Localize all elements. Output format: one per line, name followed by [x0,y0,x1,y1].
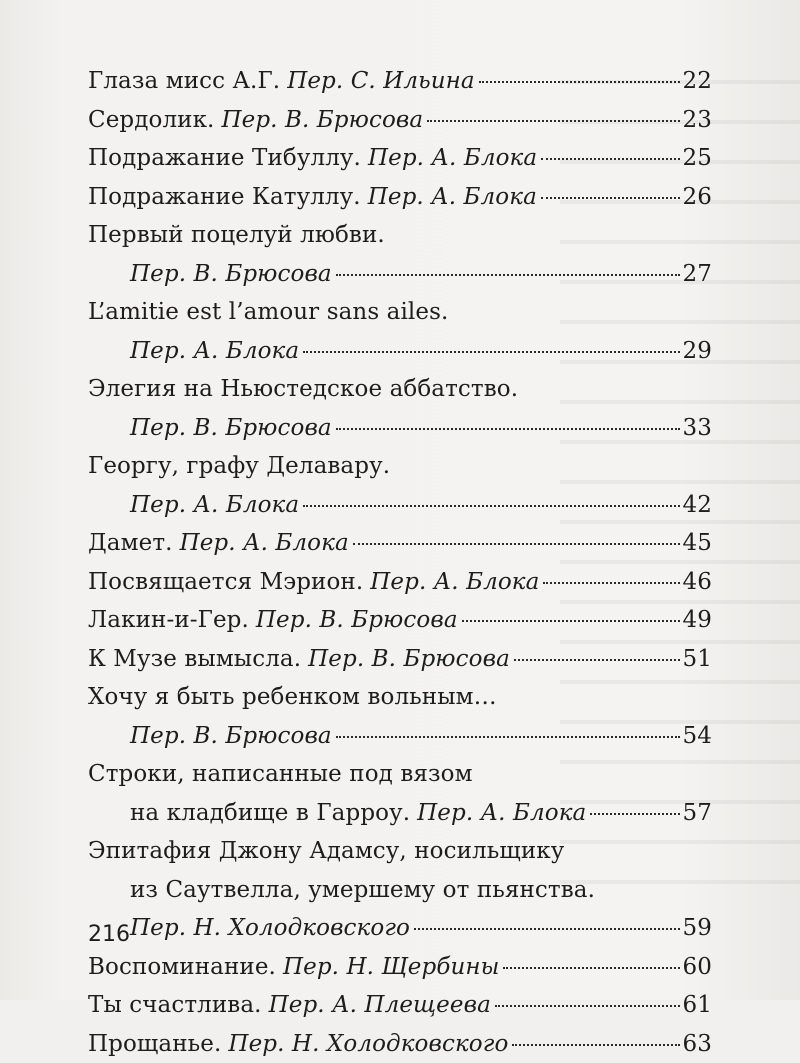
toc-entry [88,678,712,755]
dot-leader [336,736,680,738]
entry-title: L’amitie est l’amour sans ailes. [88,293,448,332]
entry-title: Посвящается Мэрион. [88,563,363,602]
toc-line [88,640,712,679]
dot-leader [427,120,679,122]
dot-leader [303,505,679,507]
toc-entry [88,62,712,101]
entry-title: К Музе вымысла. [88,640,301,679]
toc-title-line [88,678,712,717]
toc-title-line [88,293,712,332]
entry-translator: Пер. А. Блока [368,178,537,217]
dot-leader [303,351,679,353]
entry-title-continued: из Саутвелла, умершему от пьянства. [130,871,595,910]
entry-translator: Пер. В. Брюсова [130,255,332,294]
dot-leader [541,197,680,199]
entry-page: 33 [683,409,712,448]
dot-leader [541,158,679,160]
entry-title: Эпитафия Джону Адамсу, носильщику [88,832,564,871]
entry-page: 22 [683,62,712,101]
entry-translator: Пер. Н. Холодковского [130,909,410,948]
toc-title-line [88,216,712,255]
toc-line [88,101,712,140]
dot-leader [336,428,680,430]
entry-translator: Пер. А. Блока [130,332,299,371]
entry-translator: Пер. А. Блока [417,794,586,833]
entry-title: Дамет. [88,524,173,563]
dot-leader [414,928,680,930]
entry-translator: Пер. А. Блока [180,524,349,563]
toc-title-line [88,370,712,409]
toc-entry [88,1025,712,1063]
entry-page: 26 [683,178,712,217]
entry-page: 63 [683,1025,712,1063]
entry-translator: Пер. В. Брюсова [130,717,332,756]
toc-entry [88,447,712,524]
entry-title: Лакин-и-Гер. [88,601,249,640]
entry-title: Георгу, графу Делавару. [88,447,390,486]
toc-title-line [88,832,712,871]
toc-title-line [88,447,712,486]
page-number: 216 [88,922,130,947]
toc-entry [88,948,712,987]
toc-line [88,601,712,640]
entry-page: 27 [683,255,712,294]
entry-title: Сердолик. [88,101,214,140]
toc-line [88,717,712,756]
toc-line [88,62,712,101]
toc-entry [88,216,712,293]
dot-leader [495,1005,680,1007]
entry-translator: Пер. А. Блока [368,139,537,178]
toc-entry [88,832,712,948]
entry-title: Ты счастлива. [88,986,262,1025]
entry-page: 42 [683,486,712,525]
dot-leader [479,81,680,83]
entry-translator: Пер. А. Блока [370,563,539,602]
toc-line [88,139,712,178]
toc-line [88,986,712,1025]
entry-page: 51 [683,640,712,679]
entry-translator: Пер. В. Брюсова [221,101,423,140]
entry-page: 60 [683,948,712,987]
toc-entry [88,563,712,602]
toc-line [88,1025,712,1063]
toc-entry [88,755,712,832]
entry-page: 54 [683,717,712,756]
toc-line [88,409,712,448]
toc-line [88,563,712,602]
toc-line [88,486,712,525]
toc-line [88,909,712,948]
toc-entry [88,370,712,447]
entry-page: 25 [683,139,712,178]
entry-translator: Пер. В. Брюсова [308,640,510,679]
toc-line [88,948,712,987]
toc-entry [88,293,712,370]
entry-translator: Пер. Н. Щербины [283,948,500,987]
toc-line [88,794,712,833]
entry-page: 59 [683,909,712,948]
dot-leader [503,967,679,969]
dot-leader [336,274,680,276]
toc-title-line [88,755,712,794]
entry-translator: Пер. В. Брюсова [130,409,332,448]
entry-translator: Пер. Н. Холодковского [228,1025,508,1063]
entry-title: Элегия на Ньюстедское аббатство. [88,370,518,409]
toc-line [88,524,712,563]
entry-translator: Пер. В. Брюсова [256,601,458,640]
entry-page: 49 [683,601,712,640]
dot-leader [543,582,679,584]
entry-title: Хочу я быть ребенком вольным… [88,678,497,717]
toc-entry [88,986,712,1025]
entry-page: 61 [683,986,712,1025]
entry-title: Строки, написанные под вязом [88,755,473,794]
entry-title: Прощанье. [88,1025,221,1063]
toc-entry [88,601,712,640]
toc-entry [88,139,712,178]
entry-title: Воспоминание. [88,948,276,987]
dot-leader [514,659,680,661]
toc-title-line [88,871,712,910]
toc-entry [88,640,712,679]
dot-leader [462,620,680,622]
toc-line [88,255,712,294]
entry-page: 29 [683,332,712,371]
entry-page: 45 [683,524,712,563]
entry-translator: Пер. А. Блока [130,486,299,525]
entry-page: 57 [683,794,712,833]
dot-leader [353,543,680,545]
toc-entry [88,101,712,140]
toc-line [88,332,712,371]
entry-translator: Пер. А. Плещеева [269,986,491,1025]
toc-entry [88,524,712,563]
dot-leader [590,813,679,815]
entry-title: Глаза мисс А.Г. [88,62,280,101]
entry-title: Первый поцелуй любви. [88,216,385,255]
entry-translator: Пер. С. Ильина [287,62,475,101]
entry-title-continued: на кладбище в Гарроу. [130,794,410,833]
table-of-contents [88,62,712,1063]
toc-entry [88,178,712,217]
entry-title: Подражание Катуллу. [88,178,361,217]
entry-page: 46 [683,563,712,602]
entry-page: 23 [683,101,712,140]
entry-title: Подражание Тибуллу. [88,139,361,178]
toc-line [88,178,712,217]
dot-leader [512,1044,679,1046]
